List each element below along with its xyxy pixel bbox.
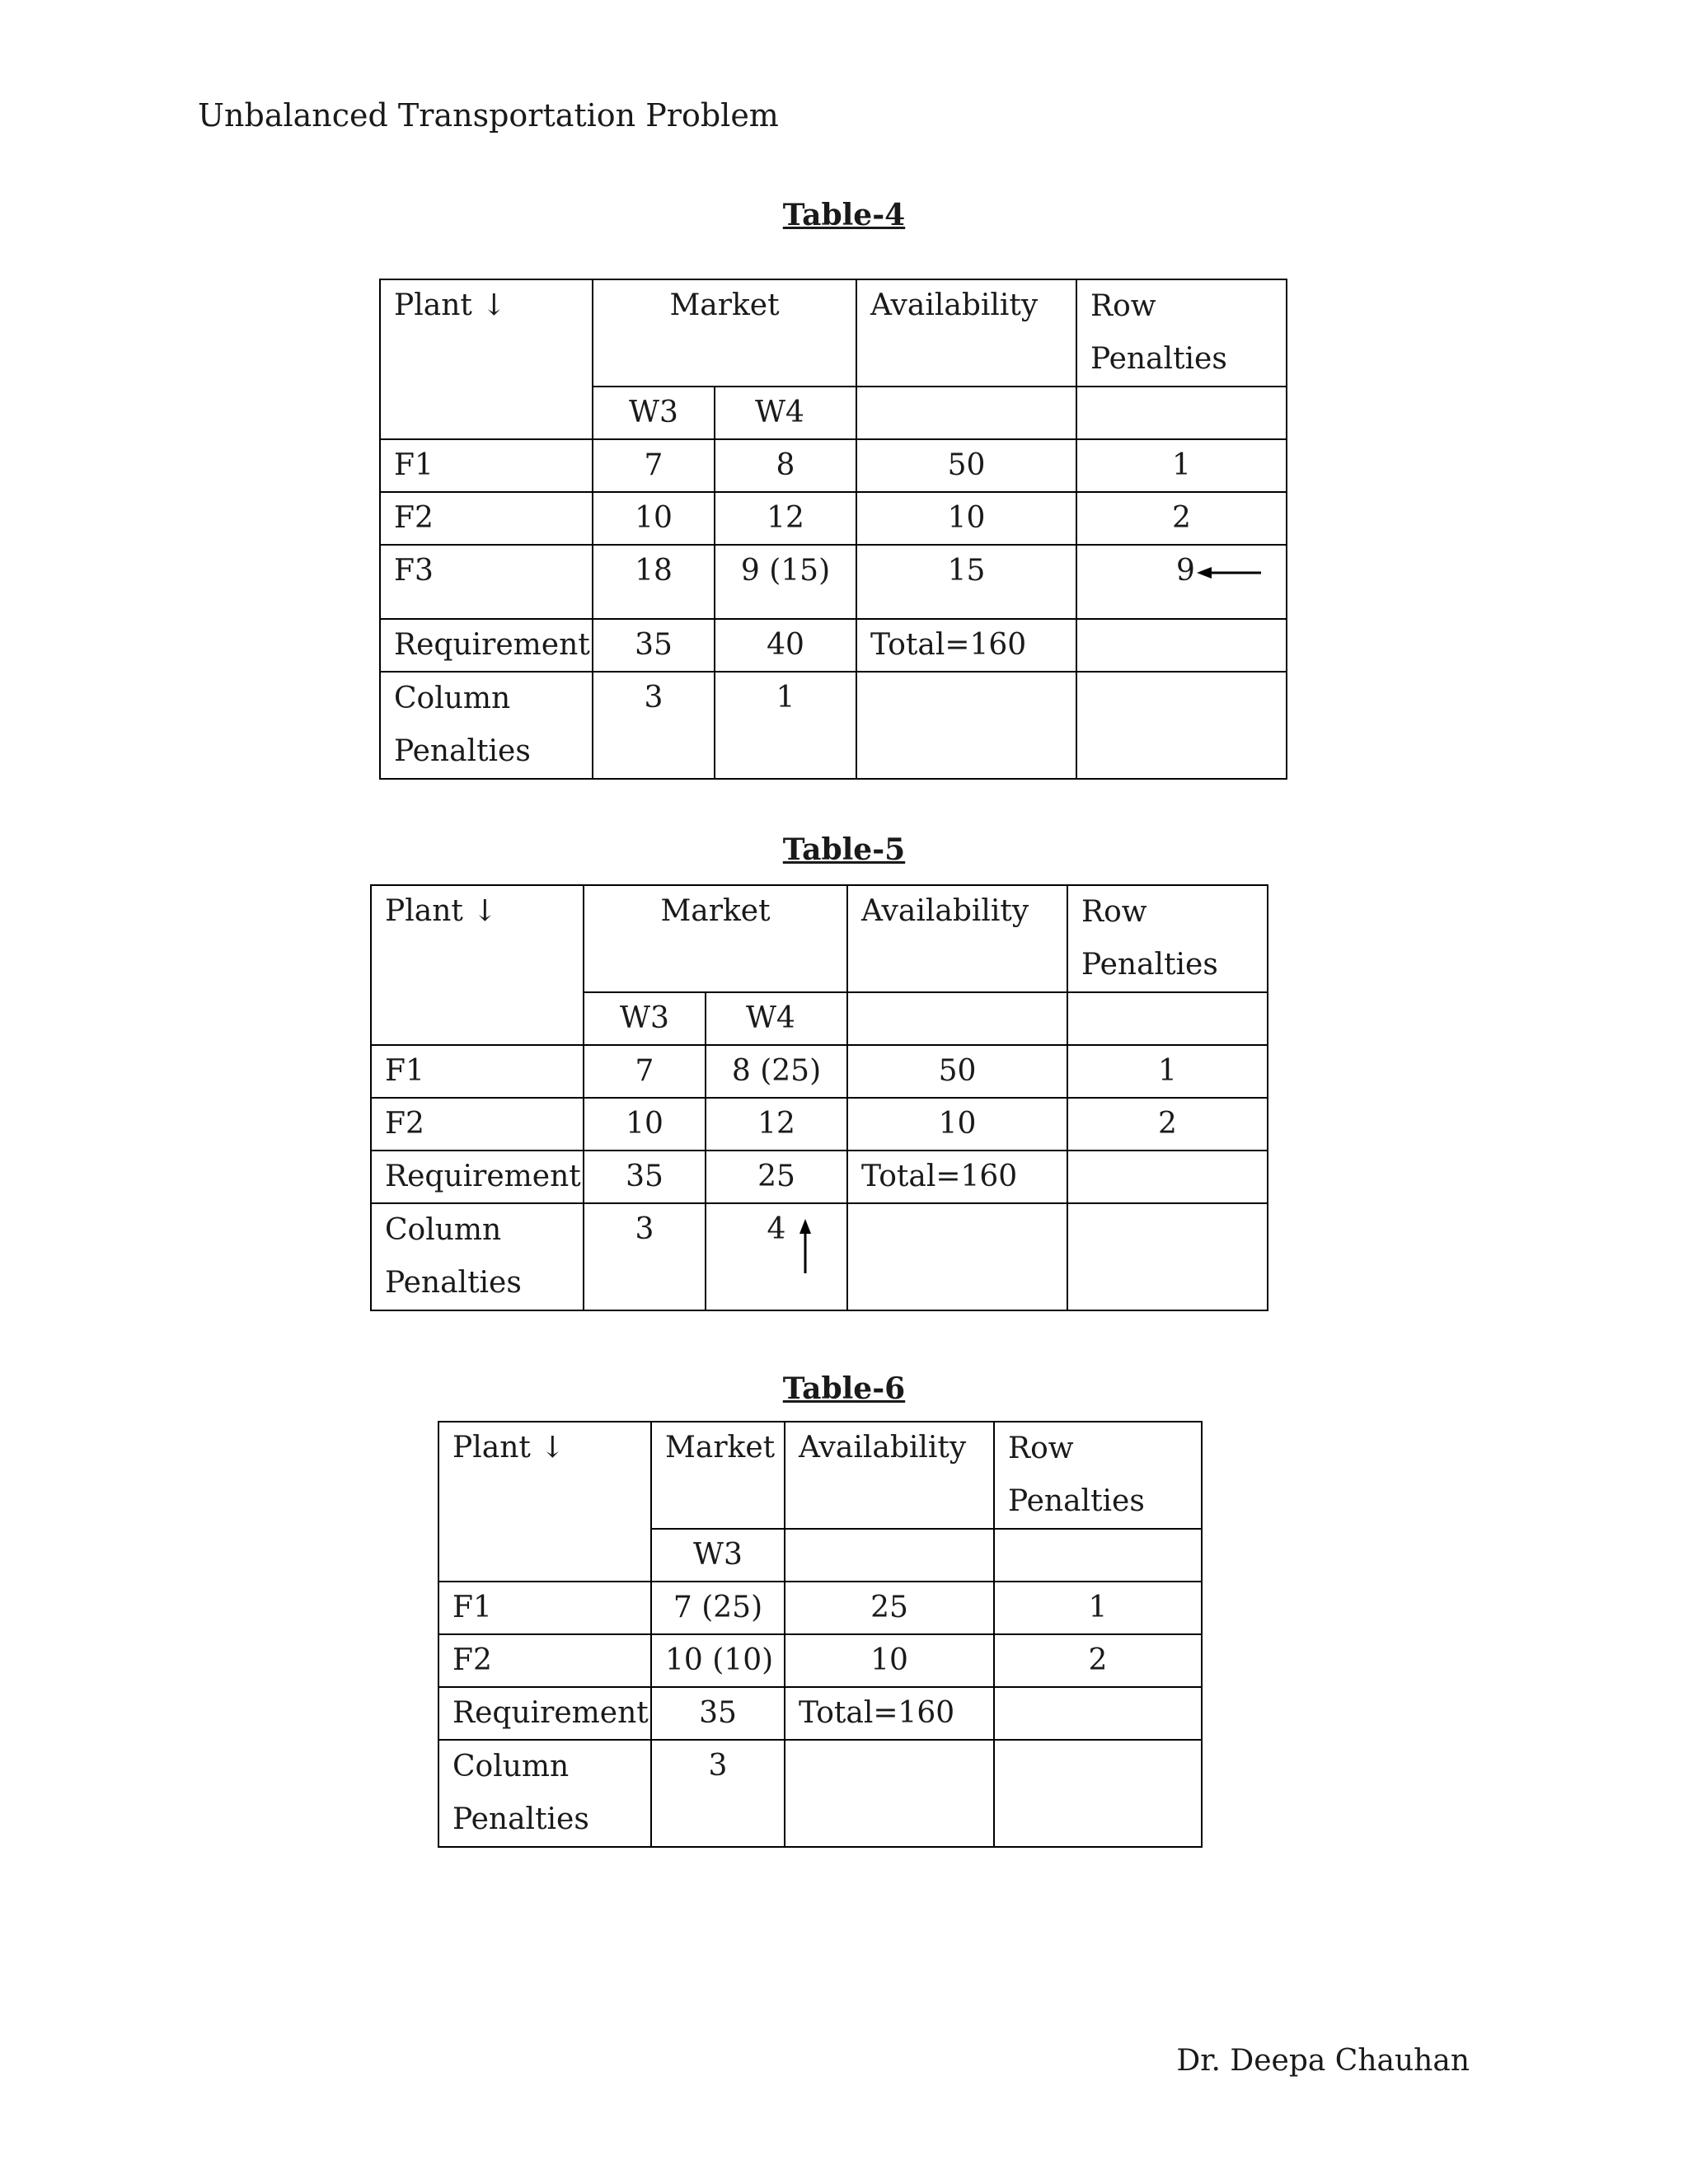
availability-cell: 10 — [856, 492, 1076, 545]
availability-cell: 50 — [856, 439, 1076, 492]
empty-cell — [847, 1203, 1067, 1310]
table-4 — [379, 279, 1287, 780]
table-5 — [370, 884, 1268, 1311]
row-penalty-cell: 9 — [1076, 545, 1287, 619]
table-row — [438, 1634, 1202, 1687]
empty-cell — [994, 1529, 1202, 1582]
column-penalty-cell: 1 — [715, 672, 856, 779]
column-penalty-cell: 4 — [706, 1203, 847, 1310]
market-header: Market — [651, 1422, 785, 1529]
table-row — [371, 1045, 1268, 1098]
cost-cell: 12 — [715, 492, 856, 545]
requirement-cell: 35 — [651, 1687, 785, 1740]
table-row — [380, 545, 1287, 619]
cost-cell: 9 (15) — [715, 545, 856, 619]
empty-cell — [785, 1740, 994, 1847]
requirement-cell: 25 — [706, 1151, 847, 1203]
plant-label: F2 — [380, 492, 593, 545]
plant-label: F1 — [371, 1045, 584, 1098]
plant-label: F1 — [438, 1582, 651, 1634]
availability-header: Availability — [856, 279, 1076, 387]
availability-cell: 50 — [847, 1045, 1067, 1098]
empty-cell — [994, 1687, 1202, 1740]
cost-cell: 8 — [715, 439, 856, 492]
empty-cell — [1076, 619, 1287, 672]
availability-cell: 10 — [785, 1634, 994, 1687]
cost-cell: 8 (25) — [706, 1045, 847, 1098]
requirement-label: Requirement — [371, 1151, 584, 1203]
availability-cell: 15 — [856, 545, 1076, 619]
row-penalty-cell: 2 — [1076, 492, 1287, 545]
arrow-up-icon — [797, 1219, 814, 1273]
empty-cell — [1067, 1203, 1268, 1310]
cost-cell: 10 — [593, 492, 715, 545]
row-penalties-header: Row Penalties — [1067, 885, 1268, 992]
availability-cell: 10 — [847, 1098, 1067, 1151]
cost-cell: 10 — [584, 1098, 706, 1151]
table-row — [380, 492, 1287, 545]
cost-cell: 12 — [706, 1098, 847, 1151]
table-row — [438, 1582, 1202, 1634]
column-header-w4: W4 — [715, 387, 856, 439]
table-5-caption: Table-5 — [782, 832, 906, 867]
empty-cell — [856, 672, 1076, 779]
row-penalty-cell: 2 — [994, 1634, 1202, 1687]
cost-cell: 7 — [584, 1045, 706, 1098]
table-6-caption: Table-6 — [782, 1371, 906, 1406]
total-cell: Total=160 — [847, 1151, 1067, 1203]
total-cell: Total=160 — [785, 1687, 994, 1740]
column-penalties-label: Column Penalties — [438, 1740, 651, 1847]
requirement-cell: 40 — [715, 619, 856, 672]
table-6 — [438, 1421, 1203, 1848]
requirement-label: Requirement — [380, 619, 593, 672]
requirement-cell: 35 — [593, 619, 715, 672]
column-penalties-label: Column Penalties — [380, 672, 593, 779]
empty-cell — [847, 992, 1067, 1045]
cost-cell: 7 — [593, 439, 715, 492]
plant-label: F2 — [438, 1634, 651, 1687]
column-penalty-cell: 3 — [651, 1740, 785, 1847]
requirement-label: Requirement — [438, 1687, 651, 1740]
table-row — [380, 439, 1287, 492]
row-penalty-cell: 1 — [1067, 1045, 1268, 1098]
cost-cell: 18 — [593, 545, 715, 619]
column-header-w3: W3 — [593, 387, 715, 439]
author-footer: Dr. Deepa Chauhan — [1176, 2044, 1470, 2078]
plant-label: F1 — [380, 439, 593, 492]
cost-cell: 10 (10) — [651, 1634, 785, 1687]
plant-header: Plant ↓ — [380, 279, 593, 439]
column-penalty-cell: 3 — [584, 1203, 706, 1310]
row-penalties-header: Row Penalties — [1076, 279, 1287, 387]
empty-cell — [856, 387, 1076, 439]
plant-label: F2 — [371, 1098, 584, 1151]
empty-cell — [1067, 1151, 1268, 1203]
column-penalties-label: Column Penalties — [371, 1203, 584, 1310]
plant-header: Plant ↓ — [371, 885, 584, 1045]
empty-cell — [1076, 387, 1287, 439]
row-penalty-cell: 1 — [1076, 439, 1287, 492]
availability-cell: 25 — [785, 1582, 994, 1634]
document-title: Unbalanced Transportation Problem — [198, 97, 779, 134]
market-header: Market — [584, 885, 847, 992]
market-header: Market — [593, 279, 856, 387]
plant-label: F3 — [380, 545, 593, 619]
empty-cell — [1076, 672, 1287, 779]
column-header-w4: W4 — [706, 992, 847, 1045]
total-cell: Total=160 — [856, 619, 1076, 672]
empty-cell — [994, 1740, 1202, 1847]
availability-header: Availability — [847, 885, 1067, 992]
cost-cell: 7 (25) — [651, 1582, 785, 1634]
column-penalty-cell: 3 — [593, 672, 715, 779]
table-row — [371, 1098, 1268, 1151]
column-header-w3: W3 — [584, 992, 706, 1045]
table-4-caption: Table-4 — [782, 198, 906, 232]
row-penalty-cell: 2 — [1067, 1098, 1268, 1151]
availability-header: Availability — [785, 1422, 994, 1529]
row-penalties-header: Row Penalties — [994, 1422, 1202, 1529]
plant-header: Plant ↓ — [438, 1422, 651, 1582]
column-header-w3: W3 — [651, 1529, 785, 1582]
requirement-cell: 35 — [584, 1151, 706, 1203]
row-penalty-cell: 1 — [994, 1582, 1202, 1634]
empty-cell — [1067, 992, 1268, 1045]
arrow-left-icon — [1197, 565, 1261, 581]
empty-cell — [785, 1529, 994, 1582]
